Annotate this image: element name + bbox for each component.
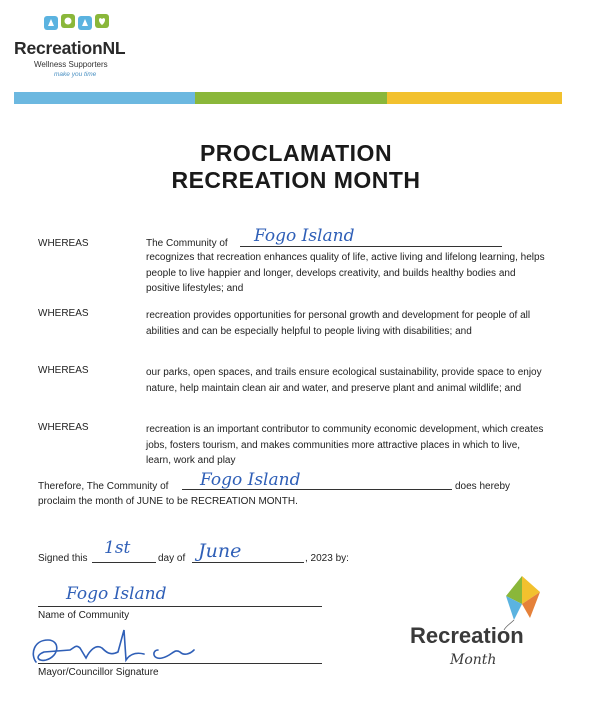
color-strip (14, 92, 562, 104)
handwritten-community-name: Fogo Island (66, 584, 167, 604)
clause-1-text: recognizes that recreation enhances quality of life, active living and lifelong learning, helps people to live happier and longer, develops creativity, and builds healthy bodies and positive lifestyles; and (146, 252, 545, 294)
strip-segment-green (195, 92, 387, 104)
whereas-label-3: WHEREAS (38, 365, 89, 376)
signed-prefix: Signed this (38, 553, 88, 564)
document-title-line1: PROCLAMATION (199, 140, 393, 166)
kite-icon (500, 574, 544, 630)
handwritten-community-2: Fogo Island (200, 470, 301, 490)
signed-middle: day of (158, 553, 186, 564)
document-title-line2: RECREATION MONTH (171, 167, 421, 193)
signature-label: Mayor/Councillor Signature (38, 667, 159, 678)
logo-tagline: make you time (54, 71, 97, 78)
signature-line (38, 663, 322, 664)
recreation-month-logo-subtitle: Month (450, 652, 497, 668)
clause-1-lead: The Community of (146, 238, 228, 249)
community-fill-line-1 (240, 246, 502, 247)
clause-4-text: recreation is an important contributor to community economic development, which creates jobs, fosters tourism, and makes communities more attractive places in which to live, learn, work and play (146, 424, 544, 466)
clause-2-text: recreation provides opportunities for personal growth and development for people of all abilities and can be especially helpful to people living with disabilities; and (146, 310, 531, 337)
signed-suffix: , 2023 by: (305, 553, 349, 564)
logo-subtitle: Wellness Supporters (34, 60, 108, 69)
recreationnl-logo-icons (44, 12, 110, 34)
strip-segment-blue (14, 92, 195, 104)
month-fill-line (192, 562, 304, 563)
whereas-label-4: WHEREAS (38, 422, 89, 433)
logo-wordmark: RecreationNL (14, 38, 126, 58)
handwritten-community-1: Fogo Island (254, 226, 355, 246)
strip-segment-yellow (387, 92, 562, 104)
clause-3-text: our parks, open spaces, and trails ensure ecological sustainability, provide space to enjoy nature, help maintain clean air and water, and preserve plant and animal wildlife; and (146, 367, 542, 394)
recreation-month-logo-title: Recreation (410, 623, 524, 648)
therefore-tail: does hereby (455, 481, 511, 492)
community-name-line (38, 606, 322, 607)
therefore-lead: Therefore, The Community of (38, 481, 169, 492)
community-name-label: Name of Community (38, 610, 130, 621)
whereas-label-1: WHEREAS (38, 238, 89, 249)
handwritten-month: June (198, 540, 242, 562)
day-fill-line (92, 562, 156, 563)
whereas-label-2: WHEREAS (38, 308, 89, 319)
handwritten-day: 1st (104, 538, 131, 558)
therefore-line2: proclaim the month of JUNE to be RECREATION MONTH. (38, 496, 298, 507)
